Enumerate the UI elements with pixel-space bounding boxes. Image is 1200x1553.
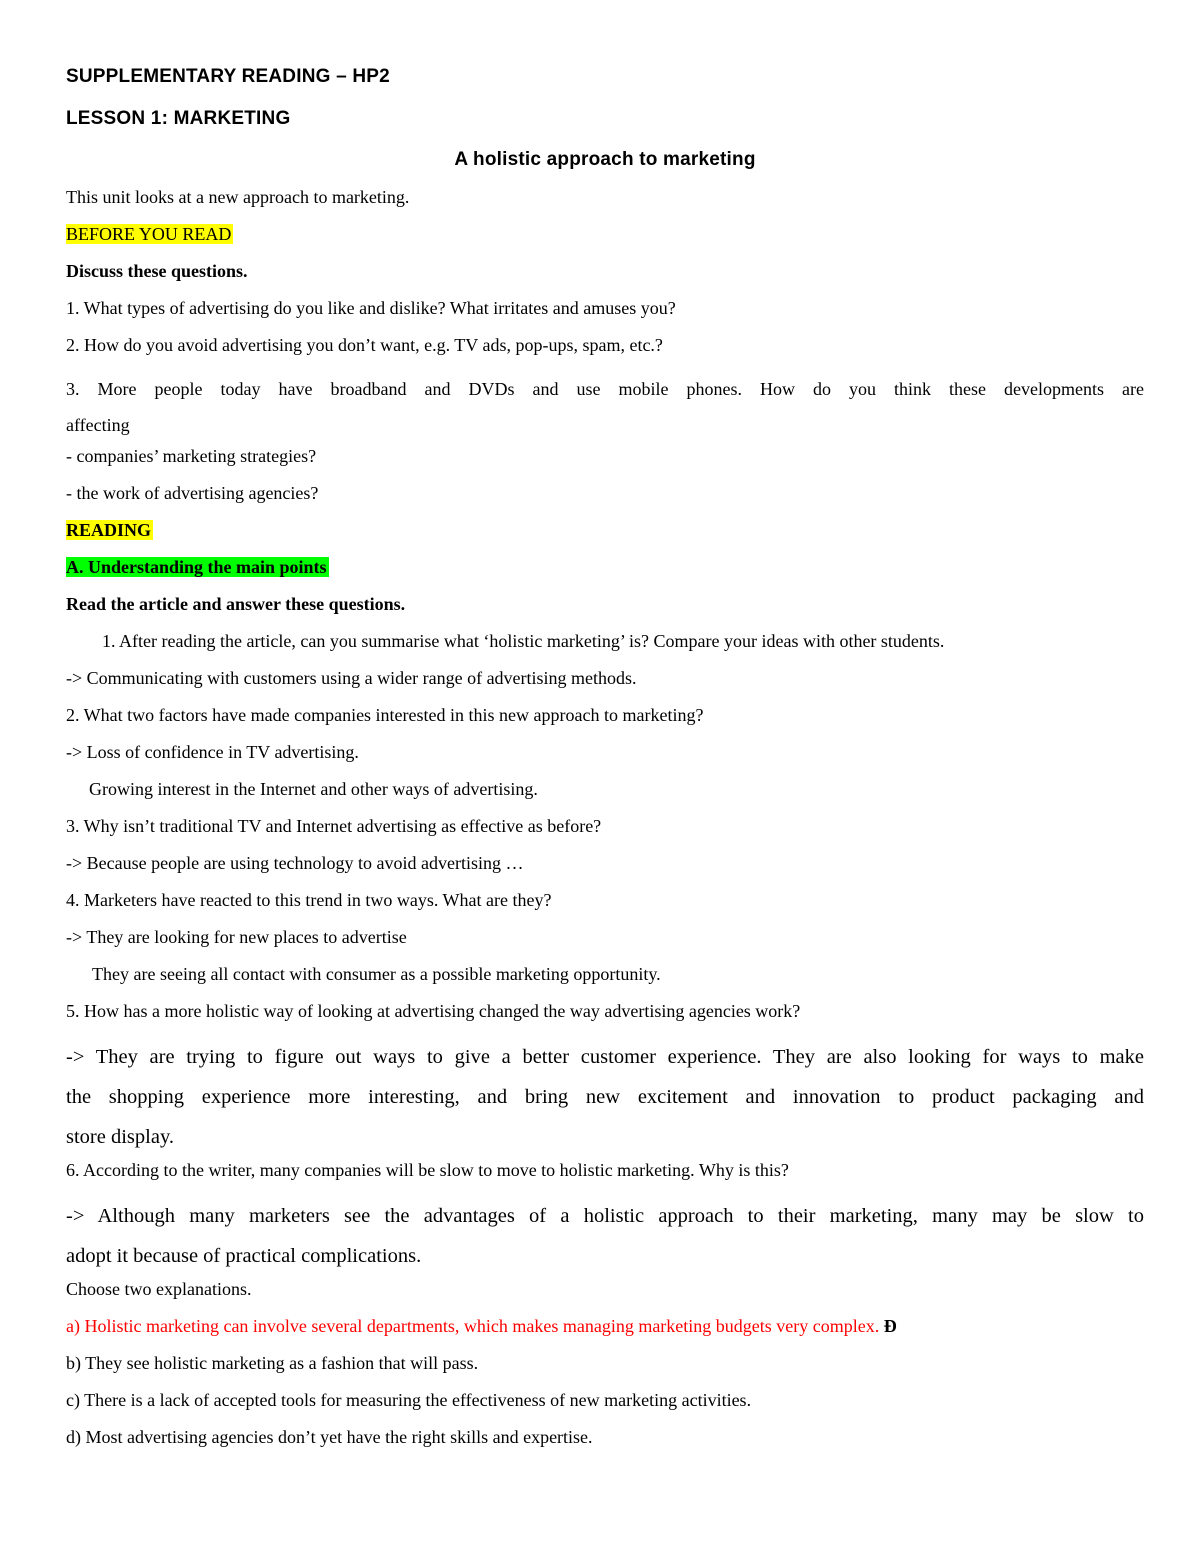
reading-label: READING [66,520,152,540]
reading-question-1: 1. After reading the article, can you summarise what ‘holistic marketing’ is? Compare your ideas with other students. [102,631,945,651]
discuss-instruction: Discuss these questions. [66,261,248,281]
reading-question-3: 3. Why isn’t traditional TV and Internet advertising as effective as before? [66,816,602,836]
reading-answer-6-line-2: adopt it because of practical complications. [66,1245,422,1267]
discuss-question-3-point-a: - companies’ marketing strategies? [66,446,317,466]
lesson-title: LESSON 1: MARKETING [66,108,291,129]
section-a-row [66,556,1144,593]
reading-label-row [66,519,1144,556]
reading-answer-2-first: -> Loss of confidence in TV advertising. [66,742,359,762]
reading-answer-5-line-3: store display. [66,1126,174,1148]
reading-answer-2-second: Growing interest in the Internet and other ways of advertising. [89,779,538,799]
reading-answer-4-second: They are seeing all contact with consumer as a possible marketing opportunity. [92,964,661,984]
discuss-question-2: 2. How do you avoid advertising you don’t want, e.g. TV ads, pop-ups, spam, etc.? [66,335,663,355]
reading-answer-1: -> Communicating with customers using a wider range of advertising methods. [66,668,637,688]
reading-answer-6-line-1: -> Although many marketers see the advantages of a holistic approach to their marketing, many may be slow to [66,1205,1144,1227]
reading-answer-3: -> Because people are using technology to avoid advertising … [66,853,524,873]
reading-question-5: 5. How has a more holistic way of looking at advertising changed the way advertising agencies work? [66,1001,801,1021]
reading-answer-6 [66,1196,1144,1276]
reading-question-4: 4. Marketers have reacted to this trend in two ways. What are they? [66,890,552,910]
choose-instruction: Choose two explanations. [66,1279,252,1299]
document-title: SUPPLEMENTARY READING – HP2 [66,66,390,87]
option-d: d) Most advertising agencies don’t yet have the right skills and expertise. [66,1427,593,1447]
section-a-heading: A. Understanding the main points [66,557,327,577]
discuss-question-3 [66,371,1144,445]
intro-text: This unit looks at a new approach to marketing. [66,187,410,207]
discuss-question-3-line-2: affecting [66,415,130,435]
before-you-read-label-row [66,223,1144,260]
before-you-read-label: BEFORE YOU READ [66,224,232,244]
reading-question-6: 6. According to the writer, many companies will be slow to move to holistic marketing. Why is this? [66,1160,789,1180]
reading-question-2: 2. What two factors have made companies interested in this new approach to marketing? [66,705,704,725]
option-a-text: a) Holistic marketing can involve several departments, which makes managing marketing budgets very complex. [66,1316,880,1336]
article-title: A holistic approach to marketing [454,149,756,170]
reading-answer-5-line-1: -> They are trying to figure out ways to give a better customer experience. They are also looking for ways to make [66,1046,1144,1068]
reading-answer-5 [66,1037,1144,1157]
option-c: c) There is a lack of accepted tools for measuring the effectiveness of new marketing activities. [66,1390,752,1410]
document-page [66,66,1144,1463]
discuss-question-3-point-b: - the work of advertising agencies? [66,483,319,503]
reading-instruction: Read the article and answer these questions. [66,594,406,614]
option-a-correct-mark: Đ [883,1316,897,1336]
option-a [66,1315,1144,1352]
reading-answer-5-line-2: the shopping experience more interesting, and bring new excitement and innovation to product packaging and [66,1086,1144,1108]
discuss-question-1: 1. What types of advertising do you like and dislike? What irritates and amuses you? [66,298,676,318]
reading-answer-4-first: -> They are looking for new places to advertise [66,927,407,947]
option-b: b) They see holistic marketing as a fashion that will pass. [66,1353,479,1373]
discuss-question-3-line-1: 3. More people today have broadband and DVDs and use mobile phones. How do you think these developments are [66,379,1144,399]
